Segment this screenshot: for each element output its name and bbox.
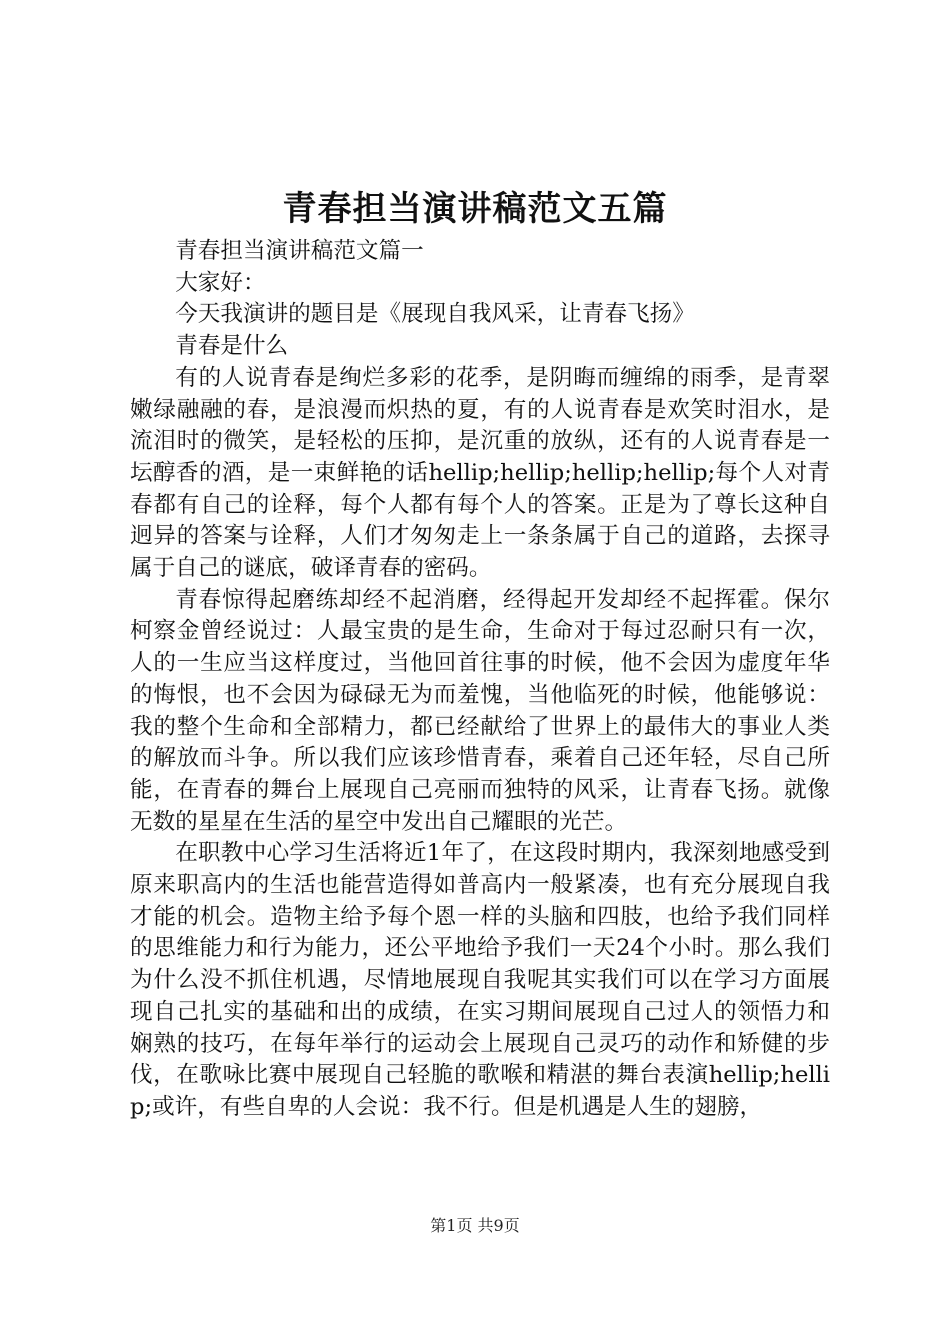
speech-topic: 今天我演讲的题目是《展现自我风采，让青春飞扬》 [175, 301, 695, 328]
body-paragraph: 在职教中心学习生活将近1年了，在这段时期内，我深刻地感受到原来职高内的生活也能营造得如普高内一般紧凑，也有充分展现自我才能的机会。造物主给予每个恩一样的头脑和四肢，也给予我们同样的思维能力和行为能力，还公平地给予我们一天24个小时。那么我们为什么没不抓住机遇，尽情地展现自我呢其实我们可以在学习方面展现自己扎实的基础和出的成绩，在实习期间展现自己过人的领悟力和娴熟的技巧，在每年举行的运动会上展现自己灵巧的动作和矫健的步伐，在歌咏比赛中展现自己轻脆的歌喉和精湛的舞台表演hellip;hellip;或许，有些自卑的人会说：我不行。但是机遇是人生的翅膀， [130, 840, 830, 1120]
body-paragraph: 有的人说青春是绚烂多彩的花季，是阴晦而缠绵的雨季，是青翠嫩绿融融的春，是浪漫而炽热的夏，有的人说青春是欢笑时泪水，是流泪时的微笑，是轻松的压抑，是沉重的放纵，还有的人说青春是一坛醇香的酒，是一束鲜艳的话hellip;hellip;hellip;hellip;每个人对青春都有自己的诠释，每个人都有每个人的答案。正是为了尊长这种自迥异的答案与诠释，人们才匆匆走上一条条属于自己的道路，去探寻属于自己的谜底，破译青春的密码。 [130, 364, 830, 582]
question-line: 青春是什么 [175, 333, 289, 360]
section-heading: 青春担当演讲稿范文篇一 [175, 238, 424, 264]
document-body [130, 236, 830, 1124]
document-title: 青春担当演讲稿范文五篇 [282, 189, 668, 229]
greeting: 大家好： [175, 269, 266, 296]
body-paragraph: 青春惊得起磨练却经不起消磨，经得起开发却经不起挥霍。保尔柯察金曾经说过：人最宝贵的是生命，生命对于每过忍耐只有一次，人的一生应当这样度过，当他回首往事的时候，他不会因为虚度年华的悔恨，也不会因为碌碌无为而羞愧，当他临死的时候，他能够说：我的整个生命和全部精力，都已经献给了世界上的最伟大的事业人类的解放而斗争。所以我们应该珍惜青春，乘着自己还年轻，尽自己所能，在青春的舞台上展现自己亮丽而独特的风采，让青春飞扬。就像无数的星星在生活的星空中发出自己耀眼的光芒。 [130, 586, 830, 835]
page-number-footer: 第1页 共9页 [430, 1216, 520, 1235]
